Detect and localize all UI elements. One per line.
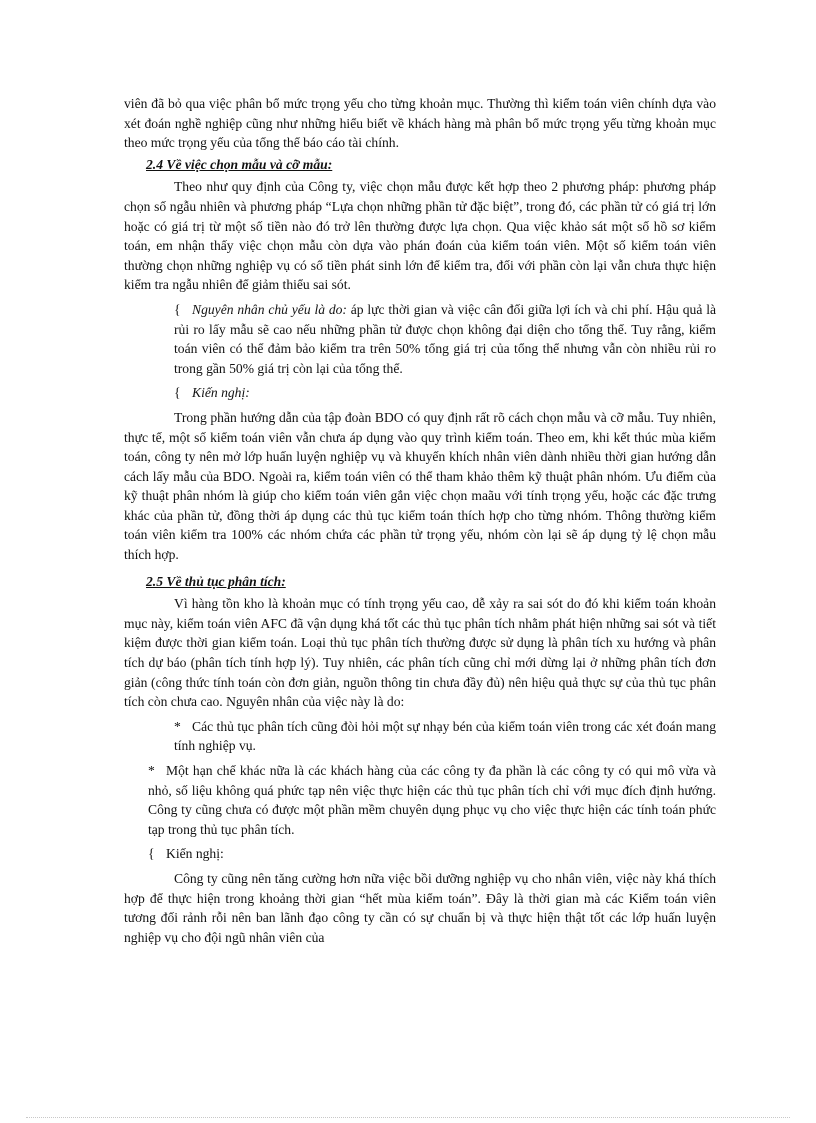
- section-heading-2-5: 2.5 Về thủ tục phân tích:: [146, 573, 286, 589]
- bullet-marker: {: [174, 385, 181, 401]
- paragraph-intro: viên đã bỏ qua việc phân bổ mức trọng yếu cho từng khoản mục. Thường thì kiểm toán viên chính dựa vào xét đoán nghề nghiệp cũng như những hiểu biết về khách hàng mà phân bổ mức trọng yếu từng khoản mục theo mức trọng yếu của tổng thể báo cáo tài chính.: [124, 96, 716, 151]
- reason-item-1: [174, 717, 716, 756]
- asterisk-marker: *: [148, 763, 155, 778]
- cause-text: áp lực thời gian và việc cân đối giữa lợi ích và chi phí. Hậu quả là rủi ro lấy mẫu sẽ cao nếu những phần tử được chọn không đại diện cho tổng thể. Tuy rằng, kiểm toán viên có thể đảm bảo kiểm tra trên 50% tổng giá trị của tổng thể nhưng vẫn còn nhiều rủi ro trong gần 50% giá trị còn lại của tổng thể.: [174, 301, 717, 376]
- reason-text-2: Một hạn chế khác nữa là các khách hàng của các công ty đa phần là các công ty có qui mô vừa và nhỏ, số liệu không quá phức tạp nên việc thực hiện các thủ tục phân tích chỉ với mục đích định hướng. Công ty cũng chưa có được một phần mềm chuyên dụng phục vụ cho việc thực hiện các tính toán phức tạp trong thủ tục phân tích.: [148, 763, 716, 837]
- asterisk-marker: *: [174, 718, 181, 734]
- cause-paragraph: [174, 300, 716, 378]
- reason-text-1: Các thủ tục phân tích cũng đòi hỏi một sự nhạy bén của kiểm toán viên trong các xét đoán mang tính nghiệp vụ.: [174, 718, 716, 754]
- paragraph-analytical-procedures: Vì hàng tồn kho là khoản mục có tính trọng yếu cao, dễ xảy ra sai sót do đó khi kiểm toán khoản mục này, kiểm toán viên AFC đã vận dụng khá tốt các thủ tục phân tích nhằm phát hiện những sai sót và tiết kiệm được thời gian kiểm toán. Loại thủ tục phân tích thường được sử dụng là phân tích xu hướng và phân tích dự báo (phân tích tính hợp lý). Tuy nhiên, các phân tích cũng chỉ mới dừng lại ở những phân tích đơn giản (công thức tính toán còn đơn giản, nguồn thông tin chưa đầy đủ) nên hiệu quả thực sự của thủ tục phân tích còn chưa cao. Nguyên nhân của việc này là do:: [124, 596, 716, 710]
- bullet-marker: {: [174, 301, 181, 317]
- paragraph-sampling: Theo như quy định của Công ty, việc chọn mẫu được kết hợp theo 2 phương pháp: phương pháp chọn số ngẫu nhiên và phương pháp “Lựa chọn những phần tử đặc biệt”, trong đó, các phần tử có giá trị lớn hoặc có giá trị từ một số tiền nào đó trở lên thường được lựa chọn. Qua việc khảo sát một số hồ sơ kiểm toán, em nhận thấy việc chọn mẫu còn dựa vào phán đoán của kiểm toán viên. Một số kiểm toán viên thường chọn những nghiệp vụ có số tiền phát sinh lớn để kiểm tra, đối với phần còn lại vẫn chưa thực hiện kiểm tra ngẫu nhiên để giảm thiểu sai sót.: [124, 179, 716, 293]
- paragraph-bdo-recommendation: Trong phần hướng dẫn của tập đoàn BDO có quy định rất rõ cách chọn mẫu và cỡ mẫu. Tuy nhiên, thực tế, một số kiểm toán viên vẫn chưa áp dụng vào quy trình kiểm toán. Theo em, khi kết thúc mùa kiểm toán, công ty nên mở lớp huấn luyện nghiệp vụ và khuyến khích nhân viên dành nhiều thời gian hướng dẫn cách lấy mẫu của BDO. Ngoài ra, kiểm toán viên có thể tham khảo thêm kỹ thuật phân nhóm. Ưu điểm của kỹ thuật phân nhóm là giúp cho kiểm toán viên gắn việc chọn maãu với tính trọng yếu, hoặc các đặc trưng khác của phần tử, đồng thời áp dụng các thủ tục kiểm toán thích hợp cho từng nhóm. Thông thường kiểm toán viên kiểm tra 100% các nhóm chứa các phần tử trọng yếu, nhóm còn lại sẽ áp dụng tỷ lệ chọn mẫu thích hợp.: [124, 409, 716, 563]
- paragraph-training: Công ty cũng nên tăng cường hơn nữa việc bồi dưỡng nghiệp vụ cho nhân viên, việc này khá thích hợp để thực hiện trong khoảng thời gian “hết mùa kiểm toán”. Đây là thời gian mà các Kiểm toán viên tương đối rảnh rỗi nên ban lãnh đạo công ty cần có sự chuẩn bị và thực hiện thật tốt các lớp huấn luyện nghiệp vụ cho đội ngũ nhân viên của: [124, 870, 716, 945]
- recommendation-label: Kiến nghị:: [192, 385, 250, 401]
- page-bottom-rule: [26, 1117, 790, 1118]
- recommendation-label-2: Kiến nghị:: [166, 846, 224, 862]
- bullet-marker: {: [148, 846, 155, 862]
- recommendation-heading: [174, 383, 716, 403]
- recommendation-heading-2: [148, 844, 716, 864]
- cause-label: Nguyên nhân chủ yếu là do:: [192, 301, 347, 317]
- reason-item-2: [148, 761, 716, 839]
- section-heading-2-4: 2.4 Về việc chọn mẫu và cỡ mẫu:: [146, 156, 333, 172]
- document-page: [124, 94, 716, 947]
